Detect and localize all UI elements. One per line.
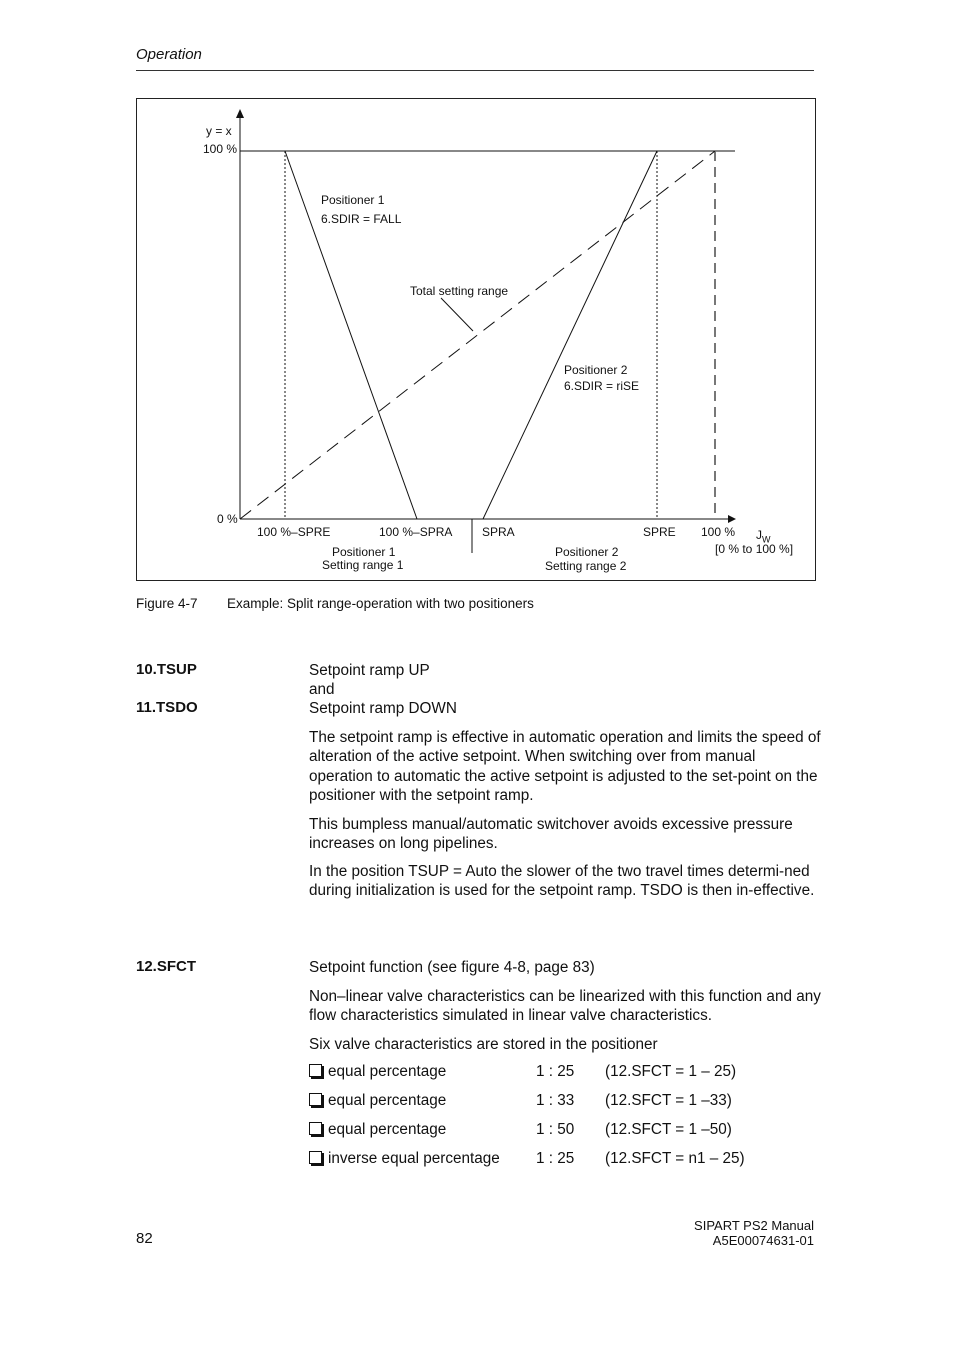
list-item-ratio: 1 : 25 <box>536 1063 575 1080</box>
list-item-ratio: 1 : 33 <box>536 1092 575 1109</box>
total-range-line <box>240 151 715 519</box>
pos1-sdir: 6.SDIR = FALL <box>321 212 402 226</box>
list-item-ratio: 1 : 50 <box>536 1121 575 1138</box>
tick-100-minus-spre: 100 %–SPRE <box>257 525 331 539</box>
figure-number: Figure 4-7 <box>136 596 198 611</box>
pos2-title: Positioner 2 <box>564 363 628 377</box>
manual-title: SIPART PS2 Manual <box>694 1218 814 1233</box>
tick-spra: SPRA <box>482 525 515 539</box>
split-range-figure <box>136 98 816 581</box>
header-rule <box>136 70 814 71</box>
list-item: equal percentage <box>309 1092 446 1110</box>
tsup-paragraph-2: This bumpless manual/automatic switchover avoids excessive pressure increases on long pipelines. <box>309 816 793 853</box>
term-tsup: 10.TSUP <box>136 661 197 678</box>
range1-title: Positioner 1 <box>332 545 396 559</box>
list-item-code: (12.SFCT = 1 –33) <box>605 1092 732 1109</box>
term-tsdo: 11.TSDO <box>136 699 198 716</box>
pos1-title: Positioner 1 <box>321 193 385 207</box>
total-range-label: Total setting range <box>410 284 509 298</box>
list-item: equal percentage <box>309 1121 446 1139</box>
range2-title: Positioner 2 <box>555 545 619 559</box>
positioner-2-line <box>483 151 657 519</box>
page-number: 82 <box>136 1230 153 1247</box>
list-item: inverse equal percentage <box>309 1150 500 1168</box>
order-number: A5E00074631-01 <box>712 1233 814 1248</box>
x-axis-symbol: $J_W$ <box>756 528 771 545</box>
checkbox-bullet-icon <box>309 1151 322 1164</box>
checkbox-bullet-icon <box>309 1064 322 1077</box>
split-range-diagram <box>137 99 815 580</box>
tsup-paragraph-1: The setpoint ramp is effective in automatic operation and limits the speed of alteration of the active setpoint. When switching over from manual operation to automatic the active setpoint is adjusted to the set-point on the positioner with the setpoint ramp. <box>309 729 821 804</box>
y-axis-label: y = x <box>206 124 232 138</box>
pos2-sdir: 6.SDIR = riSE <box>564 379 640 393</box>
list-item-code: (12.SFCT = 1 – 25) <box>605 1063 737 1080</box>
sfct-line1: Setpoint function (see figure 4-8, page 83) <box>309 959 595 976</box>
sfct-paragraph-2: Six valve characteristics are stored in the positioner <box>309 1036 658 1053</box>
tick-spre: SPRE <box>643 525 676 539</box>
list-item-ratio: 1 : 25 <box>536 1150 575 1167</box>
tsup-line3: Setpoint ramp DOWN <box>309 700 457 717</box>
y-bottom-label: 0 % <box>217 512 238 526</box>
list-item: equal percentage <box>309 1063 446 1081</box>
tick-100: 100 % <box>701 525 736 539</box>
tsup-line1: Setpoint ramp UP <box>309 662 430 679</box>
range2-sub: Setting range 2 <box>545 559 627 573</box>
checkbox-bullet-icon <box>309 1093 322 1106</box>
running-header: Operation <box>136 46 202 63</box>
sfct-paragraph-1: Non–linear valve characteristics can be linearized with this function and any flow characteristics simulated in linear valve characteristics. <box>309 988 821 1025</box>
tick-100-minus-spra: 100 %–SPRA <box>379 525 453 539</box>
list-item-code: (12.SFCT = n1 – 25) <box>605 1150 745 1167</box>
checkbox-bullet-icon <box>309 1122 322 1135</box>
tsup-line2: and <box>309 681 335 698</box>
x-axis-range: [0 % to 100 %] <box>715 542 794 556</box>
list-item-code: (12.SFCT = 1 –50) <box>605 1121 732 1138</box>
range1-sub: Setting range 1 <box>322 558 404 572</box>
y-axis-arrow <box>236 109 244 118</box>
tsup-paragraph-3: In the position TSUP = Auto the slower of the two travel times determi-ned during initialization is used for the setpoint ramp. TSDO is then in-effective. <box>309 863 815 900</box>
x-axis-arrow <box>728 515 736 523</box>
y-top-label: 100 % <box>203 142 238 156</box>
term-sfct: 12.SFCT <box>136 958 197 975</box>
total-range-leader <box>441 298 473 331</box>
figure-caption: Example: Split range-operation with two positioners <box>227 596 534 611</box>
